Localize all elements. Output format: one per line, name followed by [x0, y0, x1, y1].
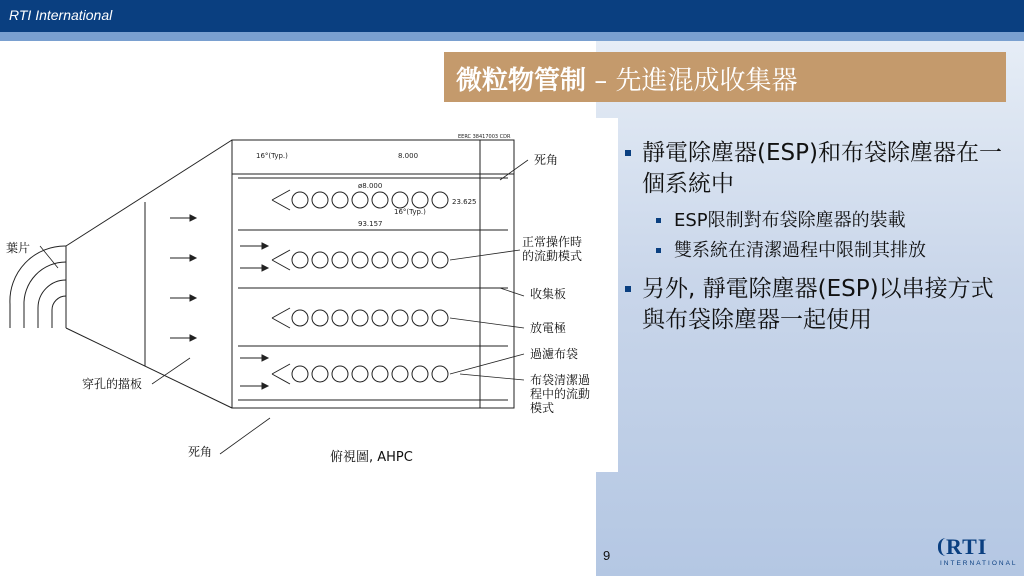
header-bar: [0, 0, 1024, 32]
bullet-item: [622, 138, 1012, 200]
org-name: RTI International: [9, 7, 113, 23]
title-rest: – 先進混成收集器: [586, 66, 798, 96]
label-normal-flow-1: 正常操作時: [522, 235, 583, 249]
bullet-list: [622, 138, 1012, 342]
dim-angle: 16°(Typ.): [256, 152, 288, 160]
sub-bullet-text: 雙系統在清潔過程中限制其排放: [674, 240, 926, 261]
label-perforated-plate: 穿孔的擋板: [82, 377, 143, 391]
bullet-text: 另外, 靜電除塵器(ESP)以串接方式與布袋除塵器一起使用: [642, 276, 994, 333]
slide-title: [456, 60, 798, 97]
ahpc-diagram-svg: [0, 118, 618, 472]
label-dead-zone-bottom: 死角: [188, 445, 213, 459]
logo-main: RTI: [946, 534, 988, 559]
rti-logo: [938, 534, 1018, 570]
label-vanes: 葉片: [6, 241, 31, 255]
sub-bullet-text: ESP限制對布袋除塵器的裝載: [674, 210, 906, 231]
dim-depth: 23.625: [452, 198, 477, 206]
sub-bullet-item: [622, 206, 1012, 236]
bullet-square-icon: [656, 248, 661, 253]
title-box: [444, 52, 1006, 102]
dim-width: 93.157: [358, 220, 383, 228]
label-dead-zone-top: 死角: [534, 153, 559, 167]
logo-sub: INTERNATIONAL: [940, 560, 1018, 567]
page-number: 9: [603, 548, 611, 563]
label-cleaning-flow-2: 程中的流動: [530, 387, 591, 401]
dim-diameter: ø8.000: [358, 182, 383, 190]
bullet-text: 靜電除塵器(ESP)和布袋除塵器在一個系統中: [642, 140, 1002, 197]
dim-angle2: 16°(Typ.): [394, 208, 426, 216]
label-filter-bag: 過濾布袋: [530, 347, 579, 361]
label-collection-plate: 收集板: [530, 287, 567, 301]
dim-tag: EERC 38417003 CDR: [458, 134, 511, 140]
ahpc-diagram: [0, 118, 618, 472]
bullet-item: [622, 274, 1012, 336]
diagram-caption: 俯視圖, AHPC: [330, 450, 413, 465]
header-stripe: [0, 32, 1024, 41]
bullet-square-icon: [625, 150, 631, 156]
sub-bullet-item: [622, 236, 1012, 266]
label-normal-flow-2: 的流動模式: [522, 249, 583, 263]
label-discharge-electrode: 放電極: [530, 321, 567, 335]
title-bold: 微粒物管制: [456, 66, 587, 96]
label-cleaning-flow-1: 布袋清潔過: [530, 373, 591, 387]
dim-spacing: 8.000: [398, 152, 419, 160]
bullet-square-icon: [625, 286, 631, 292]
bullet-square-icon: [656, 218, 661, 223]
label-cleaning-flow-3: 模式: [530, 401, 555, 415]
